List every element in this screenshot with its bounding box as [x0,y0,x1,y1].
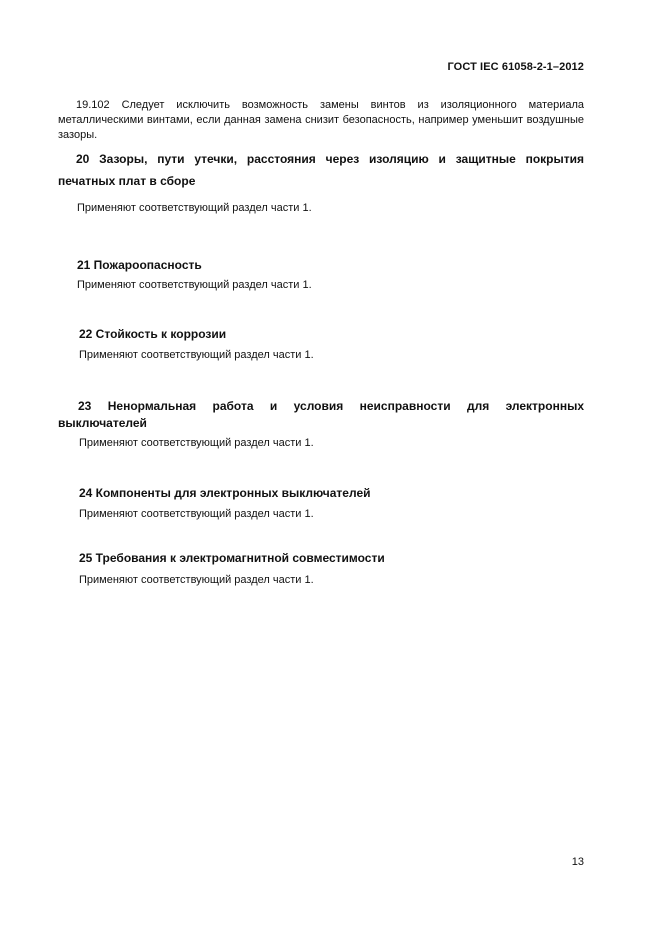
section-24-heading: 24 Компоненты для электронных выключателей [79,486,371,500]
document-header-standard-code: ГОСТ IEC 61058-2-1–2012 [447,61,584,73]
page-number: 13 [571,856,584,868]
section-21-heading: 21 Пожароопасность [77,258,202,272]
section-23-heading: 23 Ненормальная работа и условия неисправности для электронных выключателей [58,399,584,430]
section-24-body: Применяют соответствующий раздел части 1. [79,508,314,520]
section-25-heading: 25 Требования к электромагнитной совместимости [79,551,385,565]
section-25-body: Применяют соответствующий раздел части 1. [79,574,314,586]
section-20-body: Применяют соответствующий раздел части 1. [77,202,312,214]
section-22-body: Применяют соответствующий раздел части 1. [79,349,314,361]
section-21-body: Применяют соответствующий раздел части 1. [77,279,312,291]
clause-19-102-text: 19.102 Следует исключить возможность замены винтов из изоляционного материала металлическими винтами, если данная замена снизит безопасность, например уменьшит воздушные зазоры. [58,99,584,141]
section-22-heading: 22 Стойкость к коррозии [79,327,227,341]
section-23-body: Применяют соответствующий раздел части 1. [79,437,314,449]
section-20-heading: 20 Зазоры, пути утечки, расстояния через изоляцию и защитные покрытия печатных плат в сборе [58,152,584,188]
